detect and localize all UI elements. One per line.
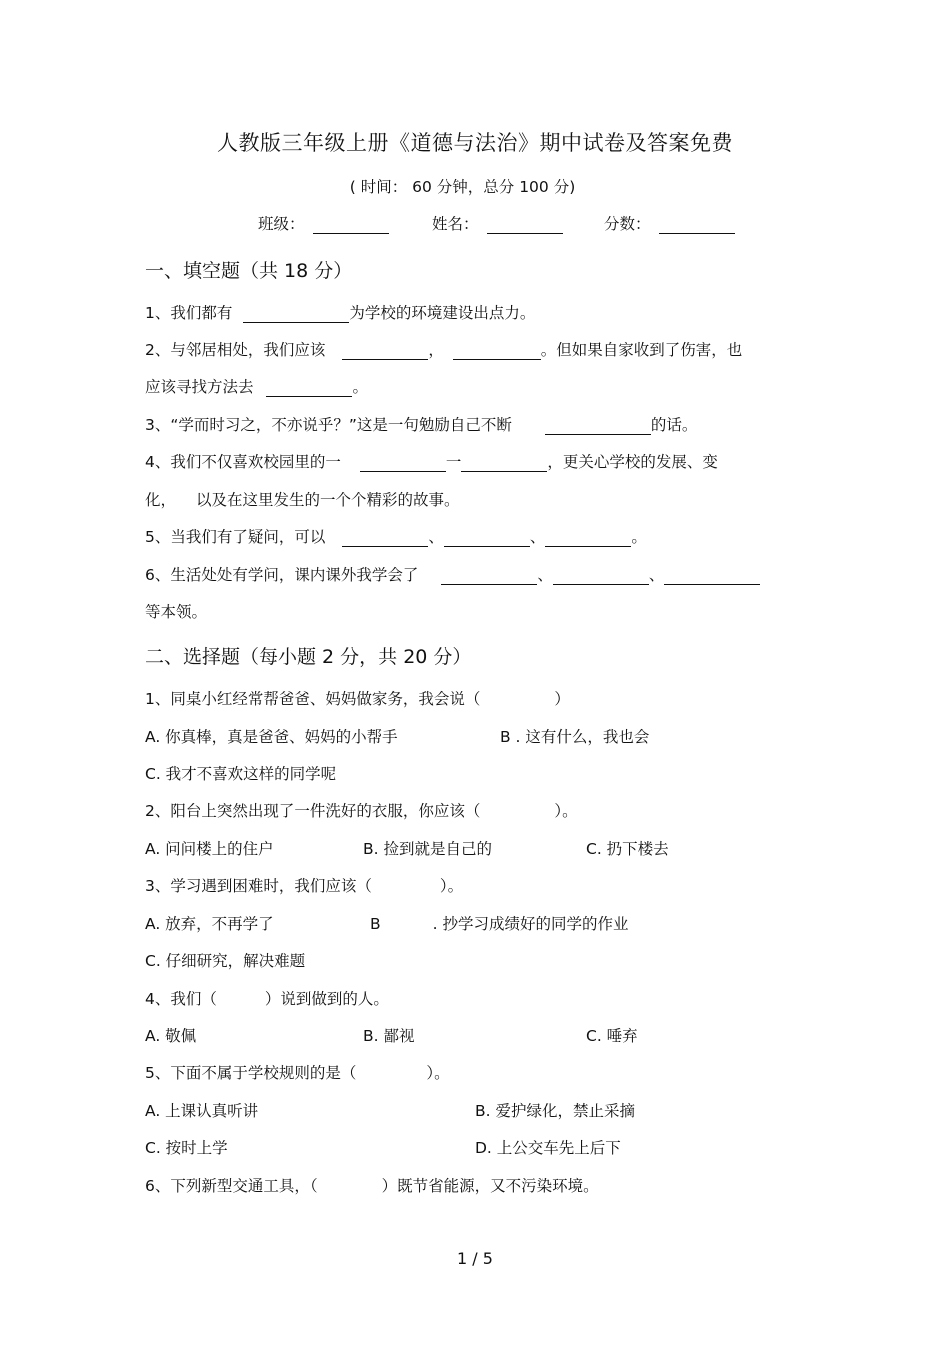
choice-5-option-c[interactable]: C. 按时上学 [145, 1139, 228, 1157]
answer-blank[interactable] [342, 529, 428, 547]
choice-1-option-a[interactable]: A. 你真棒，真是爸爸、妈妈的小帮手 [145, 728, 398, 746]
choice-4-option-a[interactable]: A. 敬佩 [145, 1027, 197, 1045]
fill-question-2-cont: 应该寻找方法去 。 [145, 378, 368, 396]
answer-blank[interactable] [266, 379, 352, 397]
choice-3-option-a[interactable]: A. 放弃，不再学了 [145, 915, 274, 933]
fill-question-2: 2、与邻居相处，我们应该 ， 。但如果自家收到了伤害，也 [145, 341, 743, 359]
choice-2-option-c[interactable]: C. 扔下楼去 [586, 840, 669, 858]
choice-4-option-c[interactable]: C. 唾弃 [586, 1027, 638, 1045]
fill-question-3: 3、“学而时习之，不亦说乎？”这是一句勉励自己不断 的话。 [145, 416, 698, 434]
answer-blank[interactable] [453, 342, 541, 360]
answer-blank[interactable] [441, 567, 537, 585]
name-blank[interactable] [487, 215, 563, 234]
name-label: 姓名： [432, 215, 479, 233]
answer-blank[interactable] [664, 567, 760, 585]
class-label: 班级： [258, 215, 305, 233]
section-fill-in-heading: 一、填空题（共 18 分） [145, 260, 353, 282]
class-blank[interactable] [313, 215, 389, 234]
class-field [258, 212, 389, 234]
section-choice-heading: 二、选择题（每小题 2 分，共 20 分） [145, 646, 472, 668]
exam-title: 人教版三年级上册《道德与法治》期中试卷及答案免费 [217, 131, 733, 155]
choice-5-option-d[interactable]: D. 上公交车先上后下 [475, 1139, 621, 1157]
choice-5-option-b[interactable]: B. 爱护绿化，禁止采摘 [475, 1102, 635, 1120]
fill-question-4-cont: 化， 以及在这里发生的一个个精彩的故事。 [145, 491, 460, 509]
answer-blank[interactable] [545, 529, 631, 547]
exam-subtitle: ( 时间： 60 分钟，总分 100 分) [349, 178, 576, 196]
answer-blank[interactable] [360, 454, 446, 472]
fill-question-6: 6、生活处处有学问，课内课外我学会了 、 、 [145, 563, 760, 585]
fill-question-6-cont: 等本领。 [145, 603, 208, 621]
choice-3-option-c[interactable]: C. 仔细研究，解决难题 [145, 952, 306, 970]
choice-3-option-b[interactable]: B . 抄学习成绩好的同学的作业 [370, 915, 629, 933]
page-number: 1 / 5 [457, 1249, 493, 1268]
answer-blank[interactable] [444, 529, 530, 547]
answer-blank[interactable] [545, 417, 651, 435]
answer-blank[interactable] [461, 454, 547, 472]
answer-blank[interactable] [553, 567, 649, 585]
name-field [432, 212, 563, 234]
fill-question-1: 1、我们都有 为学校的环境建设出点力。 [145, 304, 536, 322]
choice-2-option-a[interactable]: A. 问问楼上的住户 [145, 840, 274, 858]
answer-blank[interactable] [342, 342, 428, 360]
choice-1-option-c[interactable]: C. 我才不喜欢这样的同学呢 [145, 765, 337, 783]
fill-question-4: 4、我们不仅喜欢校园里的一 一 ，更关心学校的发展、变 [145, 453, 718, 471]
choice-question-1: 1、同桌小红经常帮爸爸、妈妈做家务，我会说（ ） [145, 690, 570, 708]
fill-question-5: 5、当我们有了疑问，可以 、 、 。 [145, 528, 647, 546]
score-field [604, 212, 735, 234]
answer-blank[interactable] [243, 305, 349, 323]
choice-question-4: 4、我们（ ）说到做到的人。 [145, 990, 389, 1008]
choice-1-option-b[interactable]: B . 这有什么，我也会 [500, 728, 650, 746]
choice-question-3: 3、学习遇到困难时，我们应该（ ）。 [145, 877, 464, 895]
score-label: 分数： [604, 215, 651, 233]
score-blank[interactable] [659, 215, 735, 234]
choice-2-option-b[interactable]: B. 捡到就是自己的 [363, 840, 492, 858]
choice-5-option-a[interactable]: A. 上课认真听讲 [145, 1102, 259, 1120]
choice-question-6: 6、下列新型交通工具，（ ）既节省能源，又不污染环境。 [145, 1177, 599, 1195]
choice-question-2: 2、阳台上突然出现了一件洗好的衣服，你应该（ ）。 [145, 802, 578, 820]
choice-4-option-b[interactable]: B. 鄙视 [363, 1027, 415, 1045]
choice-question-5: 5、下面不属于学校规则的是（ ）。 [145, 1064, 450, 1082]
